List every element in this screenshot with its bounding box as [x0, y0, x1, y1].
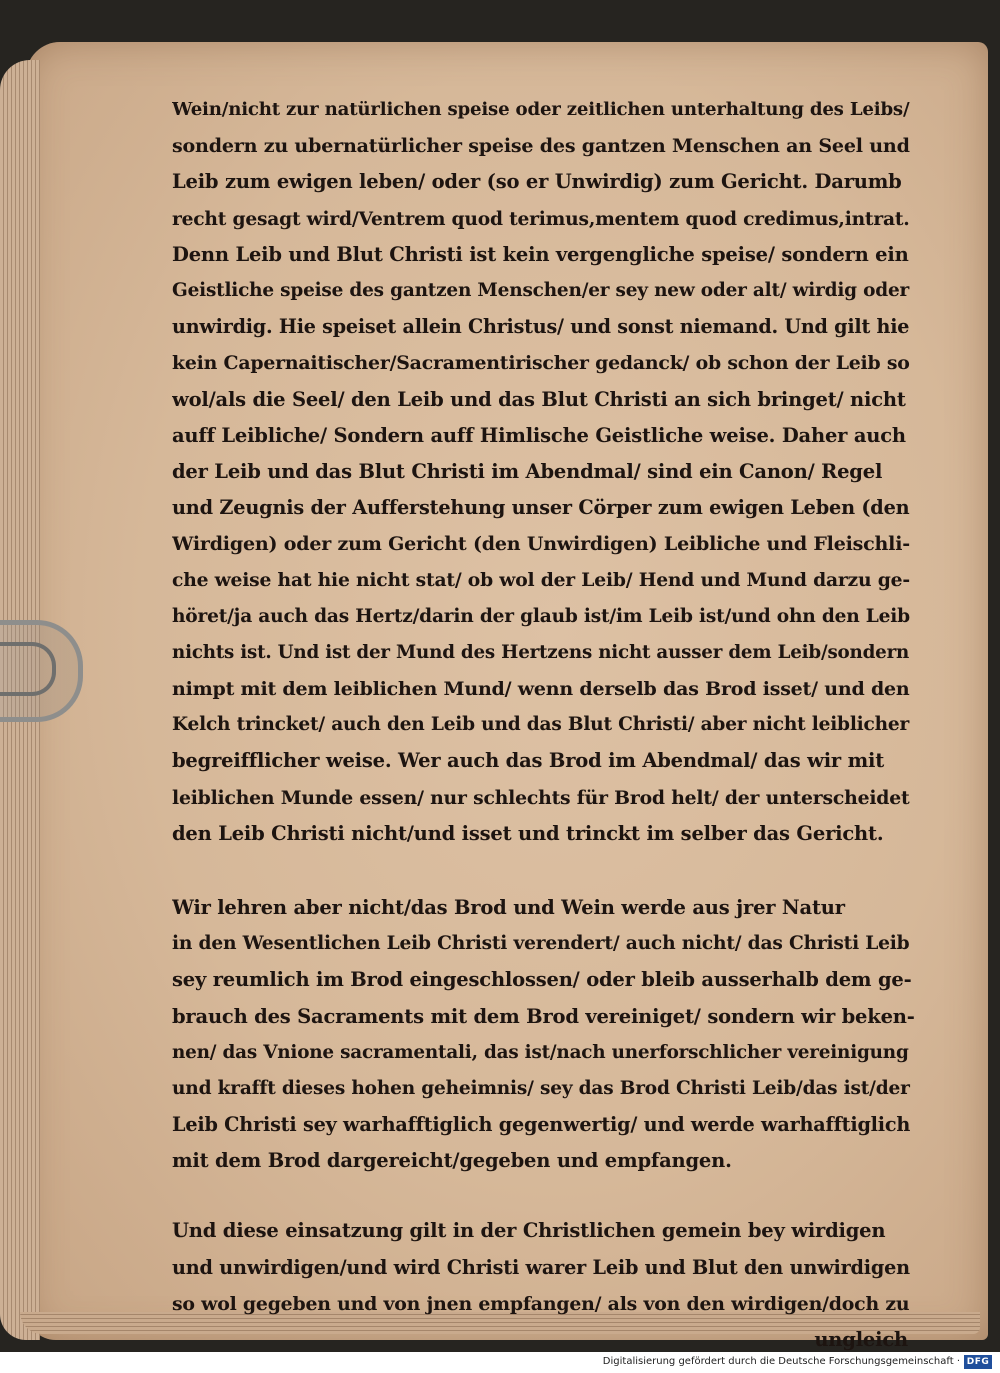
text-line: sondern zu ubernatürlicher speise des gantzen Menschen an Seel und [172, 135, 910, 158]
text-line: höret/ja auch das Hertz/darin der glaub ist/im Leib ist/und ohn den Leib [172, 605, 910, 627]
text-line: Leib zum ewigen leben/ oder (so er Unwirdig) zum Gericht. Darumb [172, 170, 902, 194]
text-line: Kelch trincket/ auch den Leib und das Blut Christi/ aber nicht leiblicher [172, 714, 910, 736]
text-line: nen/ das Vnione sacramentali, das ist/nach unerforschlicher vereinigung [172, 1041, 909, 1063]
text-line: unwirdig. Hie speiset allein Christus/ und sonst niemand. Und gilt hie [172, 315, 910, 339]
text-line: Wirdigen) oder zum Gericht (den Unwirdigen) Leibliche und Fleischli- [172, 533, 910, 556]
paragraph-3 [172, 1213, 918, 1322]
text-line: che weise hat hie nicht stat/ ob wol der Leib/ Hend und Mund darzu ge- [172, 569, 910, 592]
text-line: mit dem Brod dargereicht/gegeben und empfangen. [172, 1149, 732, 1173]
text-line: leiblichen Munde essen/ nur schlechts für Brod helt/ der unterscheidet [172, 786, 910, 809]
footer-bar [0, 1352, 1000, 1373]
text-line: Wir lehren aber nicht/das Brod und Wein werde aus jrer Natur [172, 895, 845, 919]
text-line: in den Wesentlichen Leib Christi verendert/ auch nicht/ das Christi Leib [172, 933, 910, 955]
book-clip-inner [0, 642, 56, 696]
paragraph-1 [172, 92, 918, 852]
text-line: so wol gegeben und von jnen empfangen/ als von den wirdigen/doch zu [172, 1292, 910, 1315]
text-line: begreifflicher weise. Wer auch das Brod im Abendmal/ das wir mit [172, 749, 885, 773]
text-line: nichts ist. Und ist der Mund des Hertzens nicht ausser dem Leib/sondern [172, 641, 910, 663]
catchword: ungleich [814, 1328, 908, 1351]
text-line: wol/als die Seel/ den Leib und das Blut Christi an sich bringet/ nicht [172, 387, 906, 411]
text-line: Geistliche speise des gantzen Menschen/er sey new oder alt/ wirdig oder [172, 279, 910, 301]
text-line: kein Capernaitischer/Sacramentirischer gedanck/ ob schon der Leib so [172, 352, 910, 375]
text-line: nimpt mit dem leiblichen Mund/ wenn derselb das Brod isset/ und den [172, 678, 910, 700]
text-line: Denn Leib und Blut Christi ist kein vergengliche speise/ sondern ein [172, 242, 909, 266]
text-line: recht gesagt wird/Ventrem quod terimus,mentem quod credimus,intrat. [172, 207, 910, 230]
text-line: brauch des Sacraments mit dem Brod vereiniget/ sondern wir beken- [172, 1004, 915, 1028]
text-line: Wein/nicht zur natürlichen speise oder zeitlichen unterhaltung des Leibs/ [172, 99, 910, 120]
text-line: Leib Christi sey warhafftiglich gegenwertig/ und werde warhafftiglich [172, 1113, 911, 1137]
text-line: der Leib und das Blut Christi im Abendmal/ sind ein Canon/ Regel [172, 459, 883, 483]
page-text [172, 92, 918, 1352]
text-line: und krafft dieses hohen geheimnis/ sey das Brod Christi Leib/das ist/der [172, 1077, 910, 1099]
dfg-logo: DFG [964, 1355, 992, 1369]
paragraph-2 [172, 890, 918, 1180]
text-line: und Zeugnis der Aufferstehung unser Cörper zum ewigen Leben (den [172, 496, 910, 520]
text-line: und unwirdigen/und wird Christi warer Leib und Blut den unwirdigen [172, 1255, 910, 1279]
text-line: Und diese einsatzung gilt in der Christlichen gemein bey wirdigen [172, 1219, 886, 1243]
text-line: sey reumlich im Brod eingeschlossen/ oder bleib ausserhalb dem ge- [172, 968, 912, 992]
dfg-credit-text: Digitalisierung gefördert durch die Deutsche Forschungsgemeinschaft · [602, 1356, 960, 1367]
text-line: auff Leibliche/ Sondern auff Himlische Geistliche weise. Daher auch [172, 423, 906, 447]
text-line: den Leib Christi nicht/und isset und trinckt im selber das Gericht. [172, 821, 884, 845]
